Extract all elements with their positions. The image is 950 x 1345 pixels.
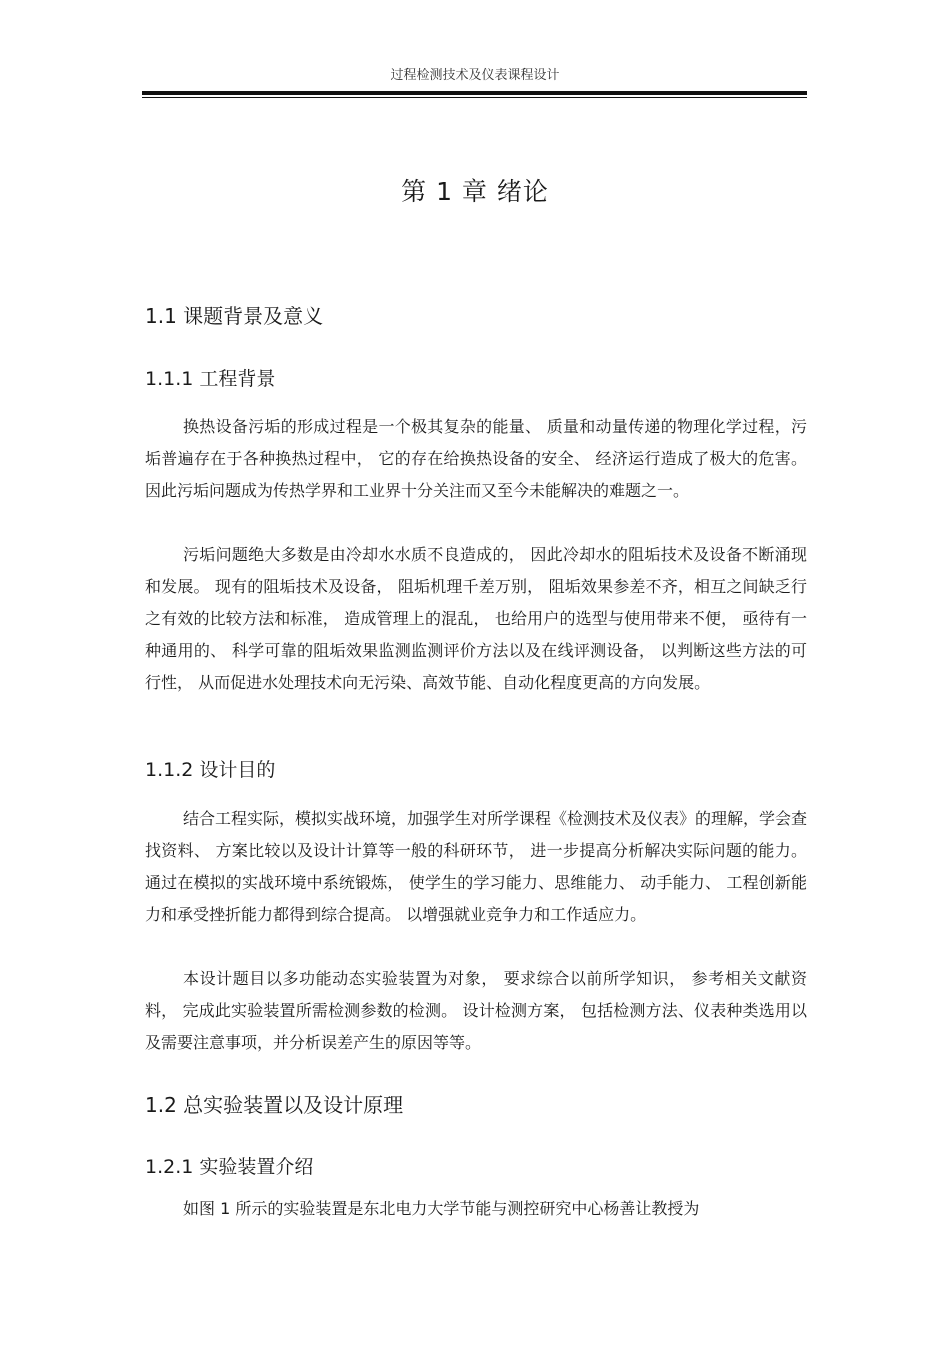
section-heading-1-2: 1.2 总实验装置以及设计原理	[145, 1093, 404, 1117]
paragraph-device-intro: 如图 1 所示的实验装置是东北电力大学节能与测控研究中心杨善让教授为	[183, 1199, 700, 1218]
chapter-title: 第 1 章 绪论	[401, 177, 549, 206]
paragraph-design-purpose-2: 本设计题目以多功能动态实验装置为对象， 要求综合以前所学知识， 参考相关文献资料， 完成此实验装置所需检测参数的检测。 设计检测方案， 包括检测方法、仪表种类选用以及需要注意事项，并分析误差产生的原因等等。	[145, 969, 807, 1052]
header-rule-thick	[142, 91, 807, 95]
subsection-heading-1-2-1: 1.2.1 实验装置介绍	[145, 1156, 314, 1178]
subsection-heading-1-1-1: 1.1.1 工程背景	[145, 368, 276, 390]
running-header: 过程检测技术及仪表课程设计	[390, 68, 560, 83]
header-rule-thin	[142, 97, 807, 98]
paragraph-design-purpose-1: 结合工程实际，模拟实战环境，加强学生对所学课程《检测技术及仪表》的理解，学会查找资料、 方案比较以及设计计算等一般的科研环节， 进一步提高分析解决实际问题的能力。 通过在模拟的实战环境中系统锻炼， 使学生的学习能力、思维能力、 动手能力、 工程创新能力和承受挫折能力都得到综合提高。 以增强就业竞争力和工作适应力。	[145, 809, 808, 924]
section-heading-1-1: 1.1 课题背景及意义	[145, 304, 324, 328]
paragraph-engineering-background-1: 换热设备污垢的形成过程是一个极其复杂的能量、 质量和动量传递的物理化学过程，污垢普遍存在于各种换热过程中， 它的存在给换热设备的安全、 经济运行造成了极大的危害。 因此污垢问题成为传热学界和工业界十分关注而又至今未能解决的难题之一。	[145, 417, 807, 500]
subsection-heading-1-1-2: 1.1.2 设计目的	[145, 759, 276, 781]
paragraph-engineering-background-2: 污垢问题绝大多数是由冷却水水质不良造成的， 因此冷却水的阻垢技术及设备不断涌现和发展。 现有的阻垢技术及设备， 阻垢机理千差万别， 阻垢效果参差不齐，相互之间缺乏行之有效的比较方法和标准， 造成管理上的混乱， 也给用户的选型与使用带来不便， 亟待有一种通用的、 科学可靠的阻垢效果监测监测评价方法以及在线评测设备， 以判断这些方法的可行性， 从而促进水处理技术向无污染、高效节能、自动化程度更高的方向发展。	[145, 545, 807, 692]
